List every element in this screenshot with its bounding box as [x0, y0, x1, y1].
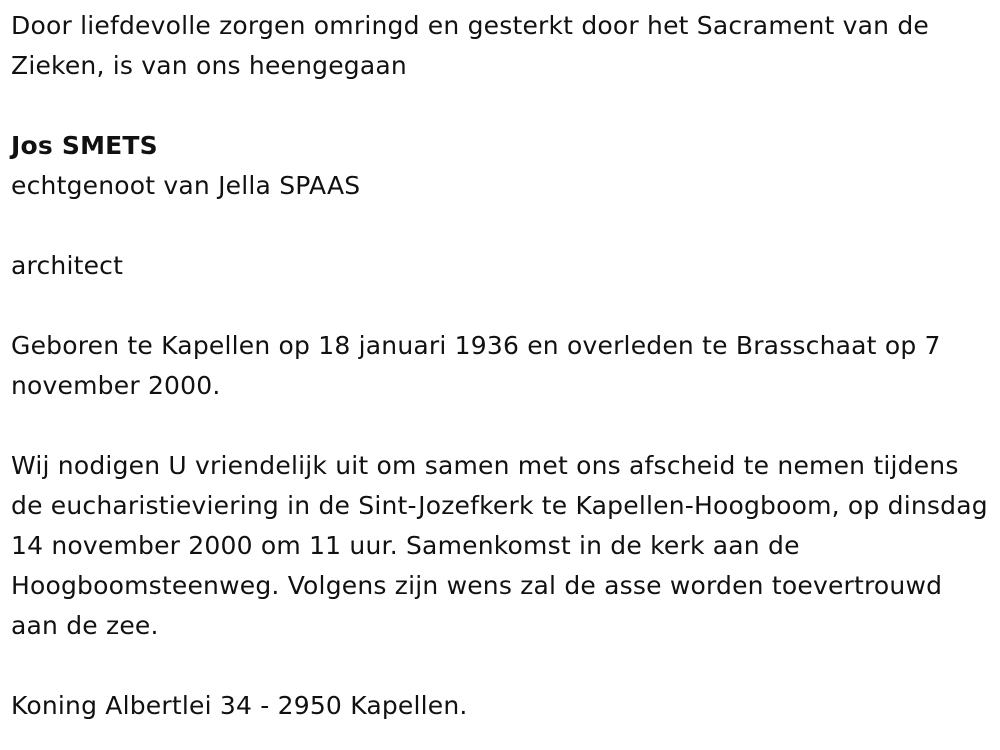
spacer: [11, 206, 991, 246]
deceased-name: Jos SMETS: [11, 131, 158, 160]
spouse-line: echtgenoot van Jella SPAAS: [11, 171, 361, 200]
intro-paragraph: Door liefdevolle zorgen omringd en gesterkt door het Sacrament van de Zieken, is van ons heengegaan: [11, 11, 930, 80]
death-notice: [11, 6, 991, 726]
spacer: [11, 86, 991, 126]
profession: architect: [11, 251, 124, 280]
address: Koning Albertlei 34 - 2950 Kapellen.: [11, 691, 468, 720]
birth-death-paragraph: Geboren te Kapellen op 18 januari 1936 en overleden te Brasschaat op 7 november 2000.: [11, 331, 941, 400]
spacer: [11, 646, 991, 686]
invitation-paragraph: Wij nodigen U vriendelijk uit om samen met ons afscheid te nemen tijdens de eucharistieviering in de Sint-Jozefkerk te Kapellen-Hoogboom, op dinsdag 14 november 2000 om 11 uur. Samenkomst in de kerk aan de Hoogboomsteenweg. Volgens zijn wens zal de asse worden toevertrouwd aan de zee.: [11, 451, 988, 640]
spacer: [11, 406, 991, 446]
spacer: [11, 286, 991, 326]
